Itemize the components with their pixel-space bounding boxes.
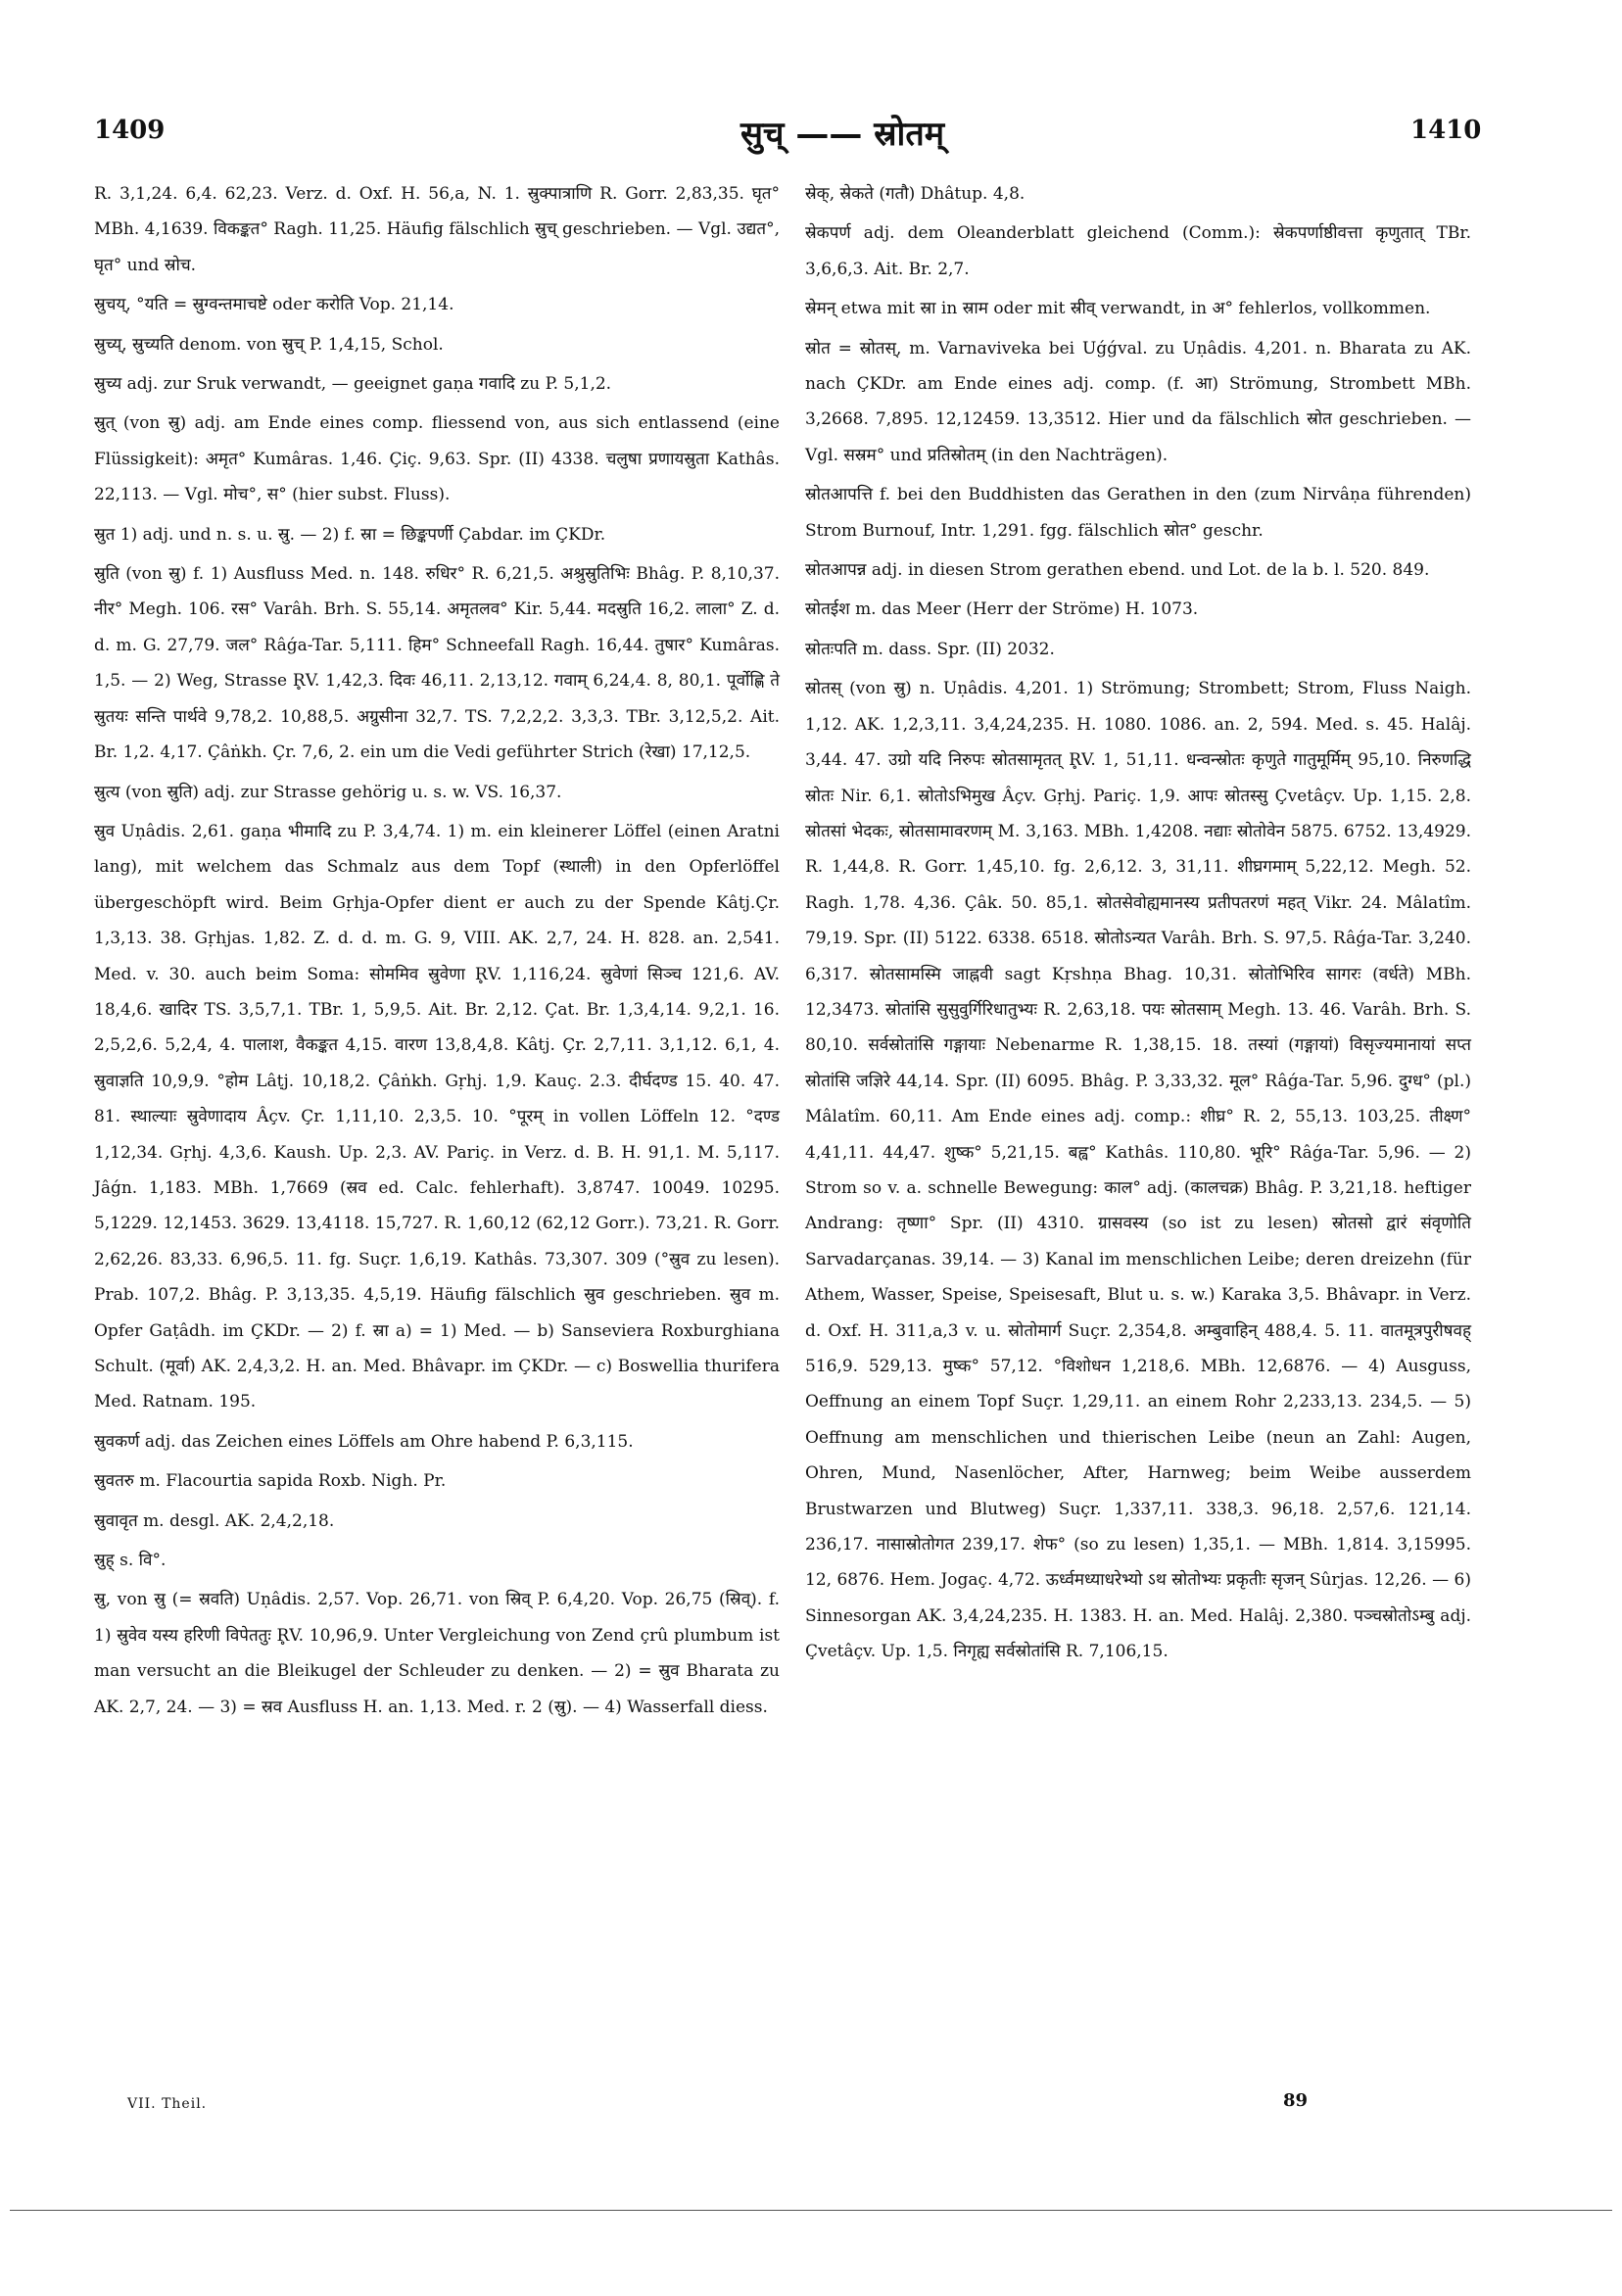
dictionary-entry: स्रेकपर्ण adj. dem Oleanderblatt gleichend (Comm.): स्रेकपर्णाष्ठीवत्ता कृणुतात् TBr. 3,6,6,3. Ait. Br. 2,7. bbox=[805, 223, 1471, 279]
dictionary-entry: R. 3,1,24. 6,4. 62,23. Verz. d. Oxf. H. 56,a, N. 1. स्रुक्पात्राणि R. Gorr. 2,83,35. घृत° MBh. 4,1639. विकङ्कत° Ragh. 11,25. Häufig fälschlich स्रुच् geschrieben. — Vgl. उद्यत°, घृत° und स्रोच. bbox=[94, 184, 780, 275]
dictionary-entry: स्रुत 1) adj. und n. s. u. स्रु. — 2) f. स्रा = छिङ्कपर्णी Çabdar. im ÇKDr. bbox=[94, 524, 606, 545]
signature-mark: 89 bbox=[1283, 2090, 1309, 2111]
volume-label: VII. Theil. bbox=[127, 2096, 208, 2112]
left-column bbox=[94, 176, 780, 1729]
dictionary-entry: स्रुचय्, °यति = स्रुग्वन्तमाचष्टे oder करोति Vop. 21,14. bbox=[94, 295, 454, 315]
dictionary-entry: स्रुच्य adj. zur Sruk verwandt, — geeignet gaṇa गवादि zu P. 5,1,2. bbox=[94, 374, 612, 395]
bottom-rule bbox=[10, 2210, 1612, 2211]
dictionary-entry: स्रोतस् (von स्रु) n. Uṇâdis. 4,201. 1) Strömung; Strombett; Strom, Fluss Naigh. 1,12. AK. 1,2,3,11. 3,4,24,235. H. 1080. 1086. an. 2, 594. Med. s. 45. Halâj. 3,44. 47. उग्रो यदि निरुपः स्रोतसामृतत् R̥V. 1, 51,11. धन्वन्स्रोतः कृणुते गातुमूर्मिम् 95,10. निरुणद्धि स्रोतः Nir. 6,1. स्रोतोऽभिमुख Âçv. Gṛhj. Pariç. 1,9. आपः स्रोतस्सु Çvetâçv. Up. 1,15. 2,8. स्रोतसां भेदकः, स्रोतसामावरणम् M. 3,163. MBh. 1,4208. नद्याः स्रोतोवेन 5875. 6752. 13,4929. R. 1,44,8. R. Gorr. 1,45,10. fg. 2,6,12. 3, 31,11. शीघ्रगमाम् 5,22,12. Megh. 52. Ragh. 1,78. 4,36. Çâk. 50. 85,1. स्रोतसेवोह्यमानस्य प्रतीपतरणं महत् Vikr. 24. Mâlatîm. 79,19. Spr. (II) 5122. 6338. 6518. स्रोतोऽन्यत Varâh. Brh. S. 97,5. Râǵa-Tar. 3,240. 6,317. स्रोतसामस्मि जाह्नवी sagt Kṛshṇa Bhag. 10,31. स्रोतोभिरिव सागरः (वर्धते) MBh. 12,3473. स्रोतांसि सुसुवुर्गिरिधातुभ्यः R. 2,63,18. पयः स्रोतसाम् Megh. 13. 46. Varâh. Brh. S. 80,10. सर्वस्रोतांसि गङ्गायाः Nebenarme R. 1,38,15. 18. तस्यां (गङ्गायां) विसृज्यमानायां सप्त स्रोतांसि जज्ञिरे 44,14. Spr. (II) 6095. Bhâg. P. 3,33,32. मूल° Râǵa-Tar. 5,96. दुग्ध° (pl.) Mâlatîm. 60,11. Am Ende eines adj. comp.: शीघ्र° R. 2, 55,13. 103,25. तीक्ष्ण° 4,41,11. 44,47. शुष्क° 5,21,15. बह्व° Kathâs. 110,80. भूरि° Râǵa-Tar. 5,96. — 2) Strom so v. a. schnelle Bewegung: काल° adj. (कालचक्र) Bhâg. P. 3,21,18. heftiger Andrang: तृष्णा° Spr. (II) 4310. ग्रासवस्य (so ist zu lesen) स्रोतसो द्वारं संवृणोति Sarvadarçanas. 39,14. — 3) Kanal im menschlichen Leibe; deren dreizehn (für Athem, Wasser, Speise, Speisesaft, Blut u. s. w.) Karaka 3,5. Bhâvapr. in Verz. d. Oxf. H. 311,a,3 v. u. स्रोतोमार्ग Suçr. 2,354,8. अम्बुवाहिन् 488,4. 5. 11. वातमूत्रपुरीषवह् 516,9. 529,13. मुष्क° 57,12. °विशोधन 1,218,6. MBh. 12,6876. — 4) Ausguss, Oeffnung an einem Topf Suçr. 1,29,11. an einem Rohr 2,233,13. 234,5. — 5) Oeffnung am menschlichen und thierischen Leibe (neun an Zahl: Augen, Ohren, Mund, Nasenlöcher, After, Harnweg; beim Weibe ausserdem Brustwarzen und Blutweg) Suçr. 1,337,11. 338,3. 96,18. 2,57,6. 121,14. 236,17. नासास्रोतोगत 239,17. शेफ° (so zu lesen) 1,35,1. — MBh. 1,814. 3,15995. 12, 6876. Hem. Jogaç. 4,72. ऊर्ध्वमध्याधरेभ्यो ऽथ स्रोतोभ्यः प्रकृतीः सृजन् Sûrjas. 12,26. — 6) Sinnesorgan AK. 3,4,24,235. H. 1383. H. an. Med. Halâj. 2,380. पञ्चस्रोतोऽम्बु adj. Çvetâçv. Up. 1,5. निगृह्य सर्वस्रोतांसि R. 7,106,15. bbox=[805, 679, 1471, 1662]
page-number-right: 1410 bbox=[1410, 116, 1482, 145]
dictionary-entry: स्रोत = स्रोतस्, m. Varnaviveka bei Uǵǵval. zu Uṇâdis. 4,201. n. Bharata zu AK. nach ÇKDr. am Ende eines adj. comp. (f. आ) Strömung, Strombett MBh. 3,2668. 7,895. 12,12459. 13,3512. Hier und da fälschlich स्रोत geschrieben. — Vgl. सस्रम° und प्रतिस्रोतम् (in den Nachträgen). bbox=[805, 338, 1471, 465]
dictionary-entry: स्रुह् s. वि°. bbox=[94, 1551, 167, 1571]
dictionary-entry: स्रुत्य (von स्रुति) adj. zur Strasse gehörig u. s. w. VS. 16,37. bbox=[94, 782, 562, 802]
right-column bbox=[805, 176, 1471, 1674]
dictionary-entry: स्रु, von स्रु (= स्रवति) Uṇâdis. 2,57. Vop. 26,71. von स्रिव् P. 6,4,20. Vop. 26,75 (स्रिव्). f. 1) स्रुवेव यस्य हरिणी विपेततुः R̥V. 10,96,9. Unter Vergleichung von Zend çrû plumbum ist man versucht an die Bleikugel der Schleuder zu denken. — 2) = स्रुव Bharata zu AK. 2,7, 24. — 3) = स्रव Ausfluss H. an. 1,13. Med. r. 2 (स्रु). — 4) Wasserfall diess. bbox=[94, 1590, 780, 1717]
dictionary-entry: स्रुवावृत m. desgl. AK. 2,4,2,18. bbox=[94, 1510, 335, 1531]
dictionary-entry: स्रुवकर्ण adj. das Zeichen eines Löffels am Ohre habend P. 6,3,115. bbox=[94, 1431, 634, 1452]
dictionary-entry: स्रोतआपन्न adj. in diesen Strom gerathen ebend. und Lot. de la b. l. 520. 849. bbox=[805, 560, 1430, 581]
running-head: सुच् —— स्रोतम् bbox=[739, 115, 945, 154]
page-number-left: 1409 bbox=[94, 116, 166, 145]
dictionary-entry: स्रुति (von स्रु) f. 1) Ausfluss Med. n. 148. रुधिर° R. 6,21,5. अश्रुस्रुतिभिः Bhâg. P. 8,10,37. नीर° Megh. 106. रस° Varâh. Brh. S. 55,14. अमृतलव° Kir. 5,44. मदस्रुति 16,2. लाला° Z. d. d. m. G. 27,79. जल° Râǵa-Tar. 5,111. हिम° Schneefall Ragh. 16,44. तुषार° Kumâras. 1,5. — 2) Weg, Strasse R̥V. 1,42,3. दिवः 46,11. 2,13,12. गवाम् 6,24,4. 8, 80,1. पूर्वोह्णि ते स्रुतयः सन्ति पार्थवे 9,78,2. 10,88,5. अग्रुसीना 32,7. TS. 7,2,2,2. 3,3,3. TBr. 3,12,5,2. Ait. Br. 1,2. 4,17. Çâṅkh. Çr. 7,6, 2. ein um die Vedi geführter Strich (रेखा) 17,12,5. bbox=[94, 564, 780, 763]
dictionary-entry: स्रोतःपति m. dass. Spr. (II) 2032. bbox=[805, 639, 1055, 659]
dictionary-entry: स्रेमन् etwa mit स्रा in स्राम oder mit स्रीव् verwandt, in अ° fehlerlos, vollkommen. bbox=[805, 299, 1431, 319]
dictionary-entry: स्रुव Uṇâdis. 2,61. gaṇa भीमादि zu P. 3,4,74. 1) m. ein kleinerer Löffel (einen Aratni lang), mit welchem das Schmalz aus dem Topf (स्थाली) in den Opferlöffel übergeschöpft wird. Beim Gṛhja-Opfer dient er auch zu der Spende Kâtj.Çr. 1,3,13. 38. Gṛhjas. 1,82. Z. d. d. m. G. 9, VIII. AK. 2,7, 24. H. 828. an. 2,541. Med. v. 30. auch beim Soma: सोममिव स्रुवेणा R̥V. 1,116,24. स्रुवेणां सिञ्च 121,6. AV. 18,4,6. खादिर TS. 3,5,7,1. TBr. 1, 5,9,5. Ait. Br. 2,12. Çat. Br. 1,3,4,14. 9,2,1. 16. 2,5,2,6. 5,2,4, 4. पालाश, वैकङ्कत 4,15. वारण 13,8,4,8. Kâtj. Çr. 2,7,11. 3,1,12. 6,1, 4. स्रुवाज्ञति 10,9,9. °होम Lâṭj. 10,18,2. Çâṅkh. Gṛhj. 1,9. Kauç. 2.3. दीर्घदण्ड 15. 40. 47. 81. स्थाल्याः स्रुवेणादाय Âçv. Çr. 1,11,10. 2,3,5. 10. °पूरम् in vollen Löffeln 12. °दण्ड 1,12,34. Gṛhj. 4,3,6. Kaush. Up. 2,3. AV. Pariç. in Verz. d. B. H. 91,1. M. 5,117. Jâǵn. 1,183. MBh. 1,7669 (स्रव ed. Calc. fehlerhaft). 3,8747. 10049. 10295. 5,1229. 12,1453. 3629. 13,4118. 15,727. R. 1,60,12 (62,12 Gorr.). 73,21. R. Gorr. 2,62,26. 83,33. 6,96,5. 11. fg. Suçr. 1,6,19. Kathâs. 73,307. 309 (°स्रुव zu lesen). Prab. 107,2. Bhâg. P. 3,13,35. 4,5,19. Häufig fälschlich स्रुव geschrieben. स्रुव m. Opfer Gaṭâdh. im ÇKDr. — 2) f. स्रा a) = 1) Med. — b) Sanseviera Roxburghiana Schult. (मूर्वा) AK. 2,4,3,2. H. an. Med. Bhâvapr. im ÇKDr. — c) Boswellia thurifera Med. Ratnam. 195. bbox=[94, 821, 780, 1412]
dictionary-entry: स्रोतआपत्ति f. bei den Buddhisten das Gerathen in den (zum Nirvâṇa führenden) Strom Burnouf, Intr. 1,291. fgg. fälschlich स्रोत° geschr. bbox=[805, 485, 1471, 541]
dictionary-entry: स्रोतईश m. das Meer (Herr der Ströme) H. 1073. bbox=[805, 599, 1199, 620]
dictionary-entry: स्रुवतरु m. Flacourtia sapida Roxb. Nigh. Pr. bbox=[94, 1471, 447, 1492]
dictionary-entry: स्रुच्य्, स्रुच्यति denom. von स्रुच् P. 1,4,15, Schol. bbox=[94, 334, 444, 355]
dictionary-entry: स्रुत् (von स्रु) adj. am Ende eines comp. fliessend von, aus sich entlassend (eine Flüssigkeit): अमृत° Kumâras. 1,46. Çiç. 9,63. Spr. (II) 4338. चलुषा प्रणायस्रुता Kathâs. 22,113. — Vgl. मोच°, स° (hier subst. Fluss). bbox=[94, 413, 780, 505]
dictionary-entry: स्रेक्, स्रेकते (गतौ) Dhâtup. 4,8. bbox=[805, 184, 1026, 204]
